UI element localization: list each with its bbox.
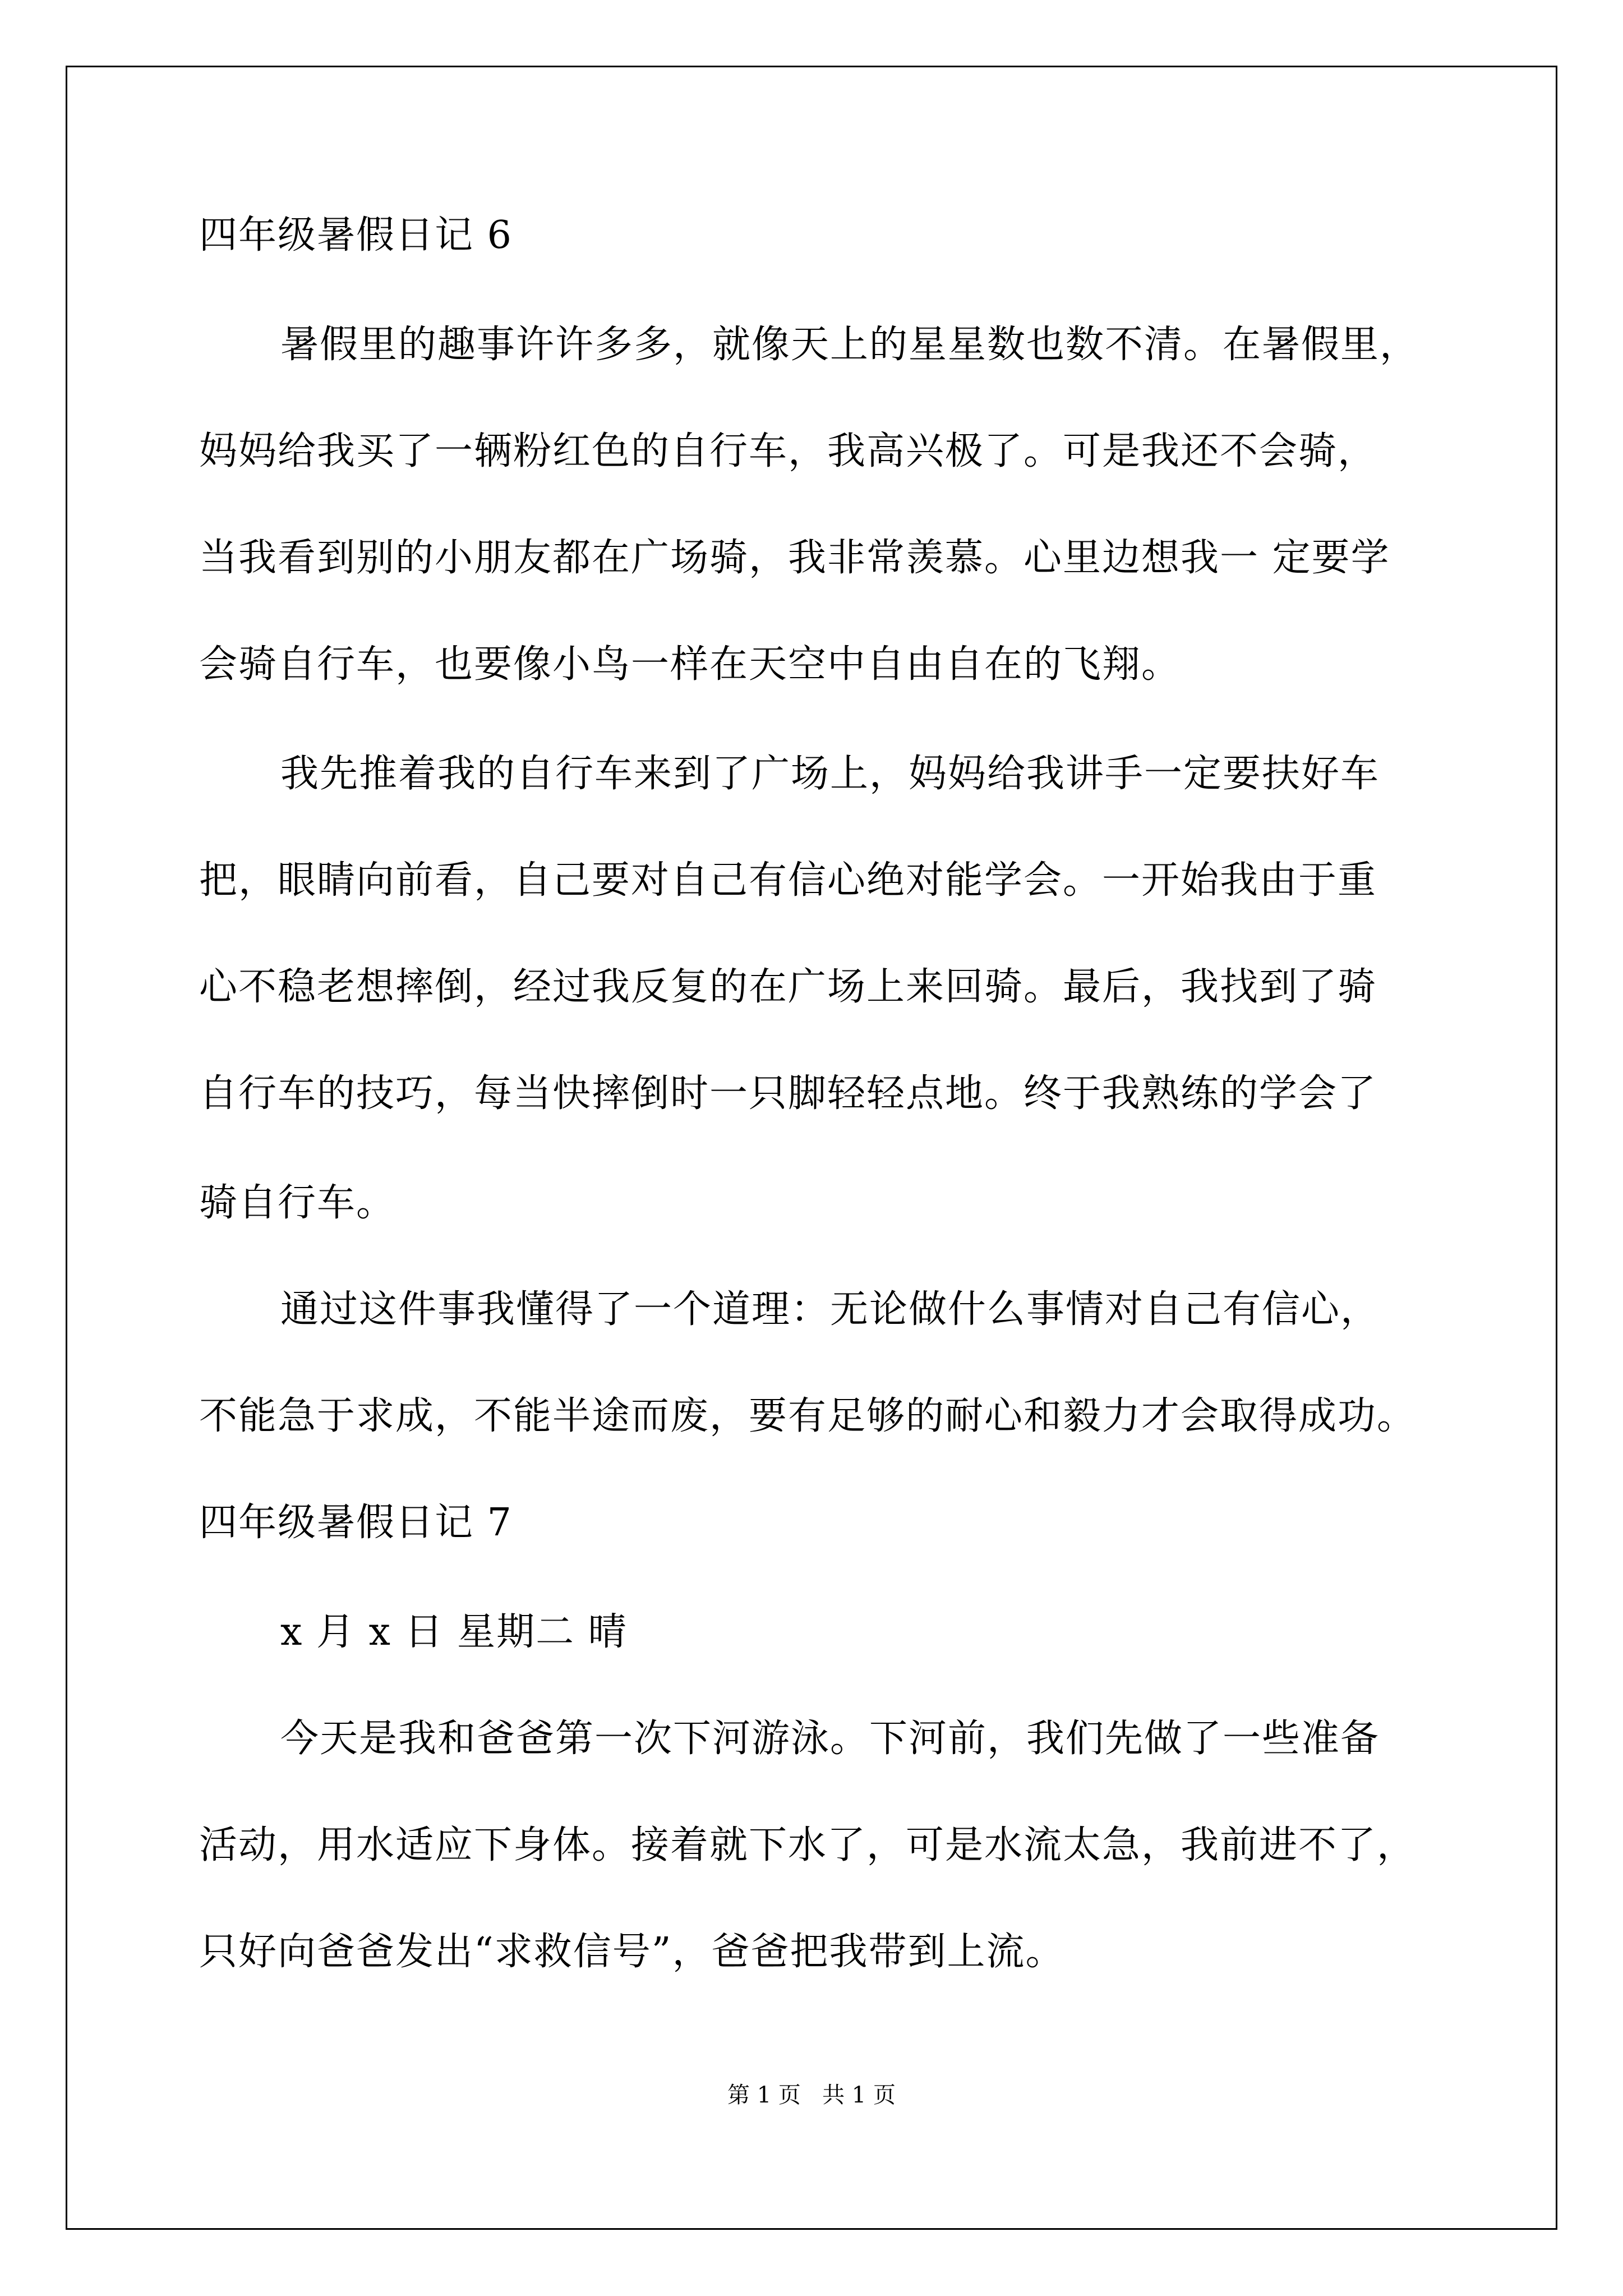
paragraph-line: 只好向爸爸发出“求救信号”，爸爸把我带到上流。: [199, 1930, 1065, 1974]
diary-6-title: 四年级暑假日记 6: [199, 213, 513, 257]
paragraph-line: 暑假里的趣事许许多多，就像天上的星星数也数不清。在暑假里，: [280, 323, 1419, 367]
page-number-footer: 第 1 页 共 1 页: [727, 2082, 896, 2108]
paragraph-line: 自行车的技巧，每当快摔倒时一只脚轻轻点地。终于我熟练的学会了: [199, 1071, 1377, 1116]
paragraph-line: 通过这件事我懂得了一个道理：无论做什么事情对自己有信心，: [280, 1287, 1380, 1332]
page-border: [66, 66, 1557, 2230]
paragraph-line: 我先推着我的自行车来到了广场上，妈妈给我讲手一定要扶好车: [280, 752, 1380, 796]
paragraph-line: 不能急于求成，不能半途而废，要有足够的耐心和毅力才会取得成功。: [199, 1394, 1417, 1438]
diary-7-title: 四年级暑假日记 7: [199, 1501, 513, 1545]
paragraph-line: 今天是我和爸爸第一次下河游泳。下河前，我们先做了一些准备: [280, 1717, 1380, 1761]
paragraph-line: 会骑自行车，也要像小鸟一样在天空中自由自在的飞翔。: [199, 642, 1181, 687]
paragraph-line: 当我看到别的小朋友都在广场骑，我非常羡慕。心里边想我一 定要学: [199, 536, 1390, 580]
paragraph-line: 心不稳老想摔倒，经过我反复的在广场上来回骑。最后，我找到了骑: [199, 965, 1377, 1009]
paragraph-line: 妈妈给我买了一辆粉红色的自行车，我高兴极了。可是我还不会骑，: [199, 429, 1377, 473]
paragraph-line: 活动，用水适应下身体。接着就下水了，可是水流太急，我前进不了，: [199, 1823, 1417, 1867]
paragraph-line: 骑自行车。: [199, 1181, 396, 1225]
diary-date-line: x 月 x 日 星期二 晴: [280, 1610, 628, 1654]
paragraph-line: 把，眼睛向前看，自己要对自己有信心绝对能学会。一开始我由于重: [199, 858, 1377, 903]
